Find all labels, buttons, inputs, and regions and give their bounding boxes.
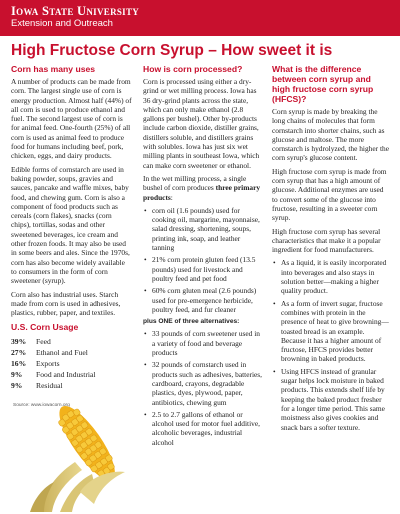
header-banner [0, 0, 400, 36]
list-item: • 21% corn protein gluten feed (13.5 pounds) used for livestock and poultry feed and pet food [143, 255, 263, 283]
paragraph: A number of products can be made from corn. The largest single use of corn is energy production. Almost half (44%) of all corn is used to produce ethanol and fuel. The second largest use of corn is for animal feed. One-fourth (25%) of all corn is used as animal feed to produce food for humans including beef, pork, chicken, eggs, and dairy products. [11, 77, 132, 161]
heading-processing: How is corn processed? [143, 64, 243, 74]
text-run: : [170, 192, 173, 202]
alternatives-list [143, 329, 263, 447]
paragraph: High fructose corn syrup is made from corn syrup that has a high amount of glucose. Additional enzymes are used to convert some of the glucose into fructose, resulting in a sweeter corn syrup. [272, 166, 387, 223]
text-run-bold: three primary products [143, 183, 261, 202]
usage-row [11, 347, 132, 358]
heading-hfcs-difference: What is the difference between corn syrup and high fructose corn syrup (HFCS)? [272, 64, 374, 104]
corn-cob-image [20, 392, 138, 512]
primary-products-list [143, 206, 263, 314]
paragraph: Corn is processed using either a dry-grind or wet milling process. Iowa has 36 dry-grind plants across the state, which can only make ethanol (2.8 gallons per bushel). Other by-products include carbon dioxide, distiller grains, distillers soluble, and distillers grains with solubles. Iowa has just six wet milling plants in southeast Iowa, which can make corn sweetener or ethanol. [143, 77, 260, 170]
list-item: • 60% corn gluten meal (2.6 pounds) used for pre-emergence herbicide, poultry feed, and fur cleaner [143, 286, 263, 314]
usage-row [11, 336, 132, 347]
paragraph: Corn syrup is made by breaking the long chains of molecules that form cornstarch into shorter chains, such as glucose and maltose. The more cornstarch is hydrolyzed, the higher the corn syrup's glucose content. [272, 107, 389, 163]
list-item: • 32 pounds of cornstarch used in products such as adhesives, batteries, cardboard, crayons, degradable plastics, dyes, plywood, paper, antibiotics, chewing gum [143, 360, 263, 406]
usage-list [11, 336, 132, 391]
usage-label: Feed [36, 337, 51, 347]
column-processing [143, 64, 263, 450]
heading-corn-usage: U.S. Corn Usage [11, 322, 79, 333]
paragraph [143, 174, 263, 202]
paragraph: Corn also has industrial uses. Starch made from corn is used in adhesives, plastics, rubber, paper, and textiles. [11, 289, 121, 318]
column-hfcs [272, 64, 390, 435]
usage-label: Food and Industrial [36, 370, 96, 380]
usage-row [11, 369, 132, 380]
list-item: • As a form of invert sugar, fructose combines with protein in the presence of heat to give browning—toasted bread is an example. Because it has a higher amount of fructose, HFCS provides better browning in baked products. [272, 299, 390, 364]
page-title: High Fructose Corn Syrup – How sweet it is [11, 42, 333, 59]
usage-label: Ethanol and Fuel [36, 348, 88, 358]
source-note: Source: www.iowacorn.org [13, 403, 70, 408]
paragraph: High fructose corn syrup has several characteristics that make it a popular ingredient for food manufacturers. [272, 226, 381, 255]
hfcs-characteristics-list [272, 258, 390, 431]
list-item: • 2.5 to 2.7 gallons of ethanol or alcohol used for motor fuel additive, alcoholic beverages, industrial alcohol [143, 410, 263, 447]
list-item: • Using HFCS instead of granular sugar helps lock moisture in baked products. This extends shelf life by keeping the baked product fresher for a longer time period. This same moistness also gives cookies and snack bars a softer texture. [272, 367, 390, 432]
university-name: Iowa State University [11, 4, 140, 18]
usage-label: Exports [36, 359, 60, 369]
usage-row [11, 380, 132, 391]
usage-pct: 9% [11, 381, 23, 391]
list-item: • As a liquid, it is easily incorporated into beverages and also stays in solution better—making a higher quality product. [272, 258, 390, 295]
extension-name: Extension and Outreach [11, 18, 113, 29]
usage-pct: 27% [11, 348, 27, 358]
usage-pct: 39% [11, 337, 27, 347]
list-item: • corn oil (1.6 pounds) used for cooking oil, margarine, mayonnaise, salad dressing, shortening, soups, printing ink, soap, and leather tanning [143, 206, 263, 252]
usage-pct: 9% [11, 370, 23, 380]
text-run: In the wet milling process, a single bushel of corn produces [143, 173, 247, 193]
usage-label: Residual [36, 381, 63, 391]
usage-pct: 16% [11, 359, 27, 369]
alternatives-heading: plus ONE of three alternatives: [143, 318, 240, 326]
heading-corn-uses: Corn has many uses [11, 64, 96, 74]
column-corn-uses [11, 64, 132, 391]
usage-row [11, 358, 132, 369]
list-item: • 33 pounds of corn sweetener used in a variety of food and beverage products [143, 329, 263, 357]
paragraph: Edible forms of cornstarch are used in baking powder, soups, gravies and sauces, pancake and waffle mixes, baby food, and chewing gum. Corn is also a component of food products such as cereals (corn flakes), snacks (corn chips), tortillas, sodas and other sweetened beverages, ice cream and other frozen foods. It may also be used in some beers and ales. Since the 1970s, corn has also become widely available to consumers in the form of corn sweetener (syrup). [11, 164, 130, 286]
